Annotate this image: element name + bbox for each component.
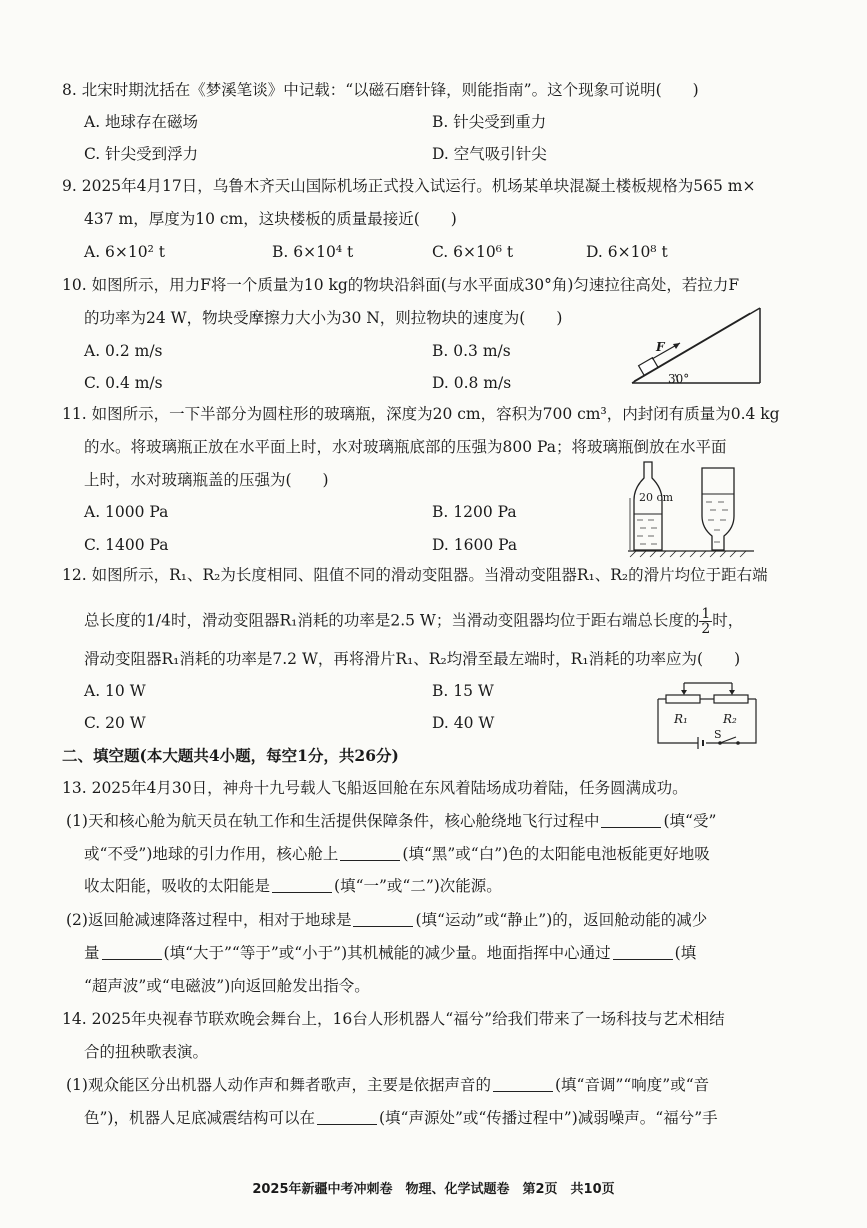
- answer-blank[interactable]: [493, 1075, 553, 1092]
- circuit-figure: [654, 679, 760, 749]
- q13-part2-text-b: (填“运动”或“静止”)的，返回舱动能的减少: [415, 911, 708, 929]
- q14-part1-text-a: (1)观众能区分出机器人动作声和舞者歌声，主要是依据声音的: [66, 1076, 491, 1094]
- q13-part1-text-a: (1)天和核心舱为航天员在轨工作和生活提供保障条件，核心舱绕地飞行过程中: [66, 812, 600, 830]
- q8-option-d: D. 空气吸引针尖: [432, 145, 547, 163]
- q13-part2-line2: [84, 942, 867, 964]
- q13-part2-line1: [66, 909, 867, 931]
- q14-part1-line1: [66, 1074, 867, 1096]
- incline-figure: [630, 303, 765, 388]
- answer-blank[interactable]: [102, 943, 162, 960]
- q11-stem-line1: 11. 如图所示，一下半部分为圆柱形的玻璃瓶，深度为20 cm，容积为700 cm³，内封闭有质量为0.4 kg: [62, 405, 780, 423]
- section-fill-blank-heading: 二、填空题(本大题共4小题，每空1分，共26分): [62, 746, 399, 765]
- q13-part1-text-e: 收太阳能，吸收的太阳能是: [84, 877, 271, 895]
- q12-stem-line1: 12. 如图所示，R₁、R₂为长度相同、阻值不同的滑动变阻器。当滑动变阻器R₁、R₂的滑片均位于距右端: [62, 566, 768, 584]
- q13-part1-text-c: 或“不受”)地球的引力作用，核心舱上: [84, 845, 339, 863]
- bottle-depth-label: 20 cm: [639, 491, 674, 504]
- q10-option-a: A. 0.2 m/s: [84, 342, 163, 360]
- q10-stem-line2: 的功率为24 W，物块受摩擦力大小为30 N，则拉物块的速度为( ): [84, 309, 563, 327]
- q8-option-a: A. 地球存在磁场: [84, 113, 199, 131]
- q13-part1-text-d: (填“黑”或“白”)色的太阳能电池板能更好地吸: [402, 845, 710, 863]
- q13-part2-text-d: (填“大于”“等于”或“小于”)其机械能的减少量。地面指挥中心通过: [163, 944, 611, 962]
- q9-option-c: C. 6×10⁶ t: [432, 243, 514, 261]
- answer-blank[interactable]: [317, 1108, 377, 1125]
- q10-stem-line1: 10. 如图所示，用力F将一个质量为10 kg的物块沿斜面(与水平面成30°角)匀速拉往高处，若拉力F: [62, 276, 740, 294]
- circuit-r1-label: R₁: [674, 712, 688, 726]
- q12-stem-line2: [84, 607, 867, 636]
- incline-angle-label: 30°: [668, 372, 690, 386]
- q14-part1-text-d: (填“声源处”或“传播过程中”)减弱噪声。“福兮”手: [378, 1109, 718, 1127]
- q13-part1-line3: [84, 875, 867, 897]
- answer-blank[interactable]: [353, 910, 413, 927]
- q11-option-a: A. 1000 Pa: [84, 503, 169, 521]
- fraction-numerator: 1: [701, 606, 711, 622]
- q14-part1-text-c: 色”)，机器人足底减震结构可以在: [84, 1109, 315, 1127]
- q9-stem-line2: 437 m，厚度为10 cm，这块楼板的质量最接近( ): [84, 210, 457, 228]
- q10-option-d: D. 0.8 m/s: [432, 374, 512, 392]
- q13-part1-text-b: (填“受”: [663, 812, 717, 830]
- q14-stem-line2: 合的扭秧歌表演。: [84, 1043, 209, 1061]
- q13-part2-line3: “超声波”或“电磁波”)向返回舱发出指令。: [84, 977, 370, 995]
- q12-stem-line2-text: 总长度的1/4时，滑动变阻器R₁消耗的功率是2.5 W；当滑动变阻器均位于距右端总长度的: [84, 611, 700, 630]
- incline-force-label: F: [656, 340, 665, 354]
- q13-part2-text-a: (2)返回舱减速降落过程中，相对于地球是: [66, 911, 352, 929]
- q12-option-a: A. 10 W: [84, 682, 146, 700]
- fraction-denominator: 2: [701, 621, 711, 637]
- bottle-figure: [626, 458, 756, 558]
- q9-option-d: D. 6×10⁸ t: [586, 243, 668, 261]
- q13-part2-text-c: 量: [84, 944, 100, 962]
- answer-blank[interactable]: [613, 943, 673, 960]
- q9-option-b: B. 6×10⁴ t: [272, 243, 354, 261]
- q13-stem: 13. 2025年4月30日，神舟十九号载人飞船返回舱在东风着陆场成功着陆，任务圆满成功。: [62, 779, 688, 797]
- q12-option-c: C. 20 W: [84, 714, 146, 732]
- circuit-switch-label: S: [714, 728, 722, 741]
- answer-blank[interactable]: [601, 811, 661, 828]
- q14-stem-line1: 14. 2025年央视春节联欢晚会舞台上，16台人形机器人“福兮”给我们带来了一场科技与艺术相结: [62, 1010, 725, 1028]
- q8-option-c: C. 针尖受到浮力: [84, 145, 199, 163]
- q14-part1-text-b: (填“音调”“响度”或“音: [554, 1076, 710, 1094]
- q11-option-c: C. 1400 Pa: [84, 536, 169, 554]
- q11-option-b: B. 1200 Pa: [432, 503, 517, 521]
- circuit-r2-label: R₂: [723, 712, 737, 726]
- q12-stem-line2-tail: 时，: [712, 611, 744, 630]
- q13-part1-line2: [84, 843, 867, 865]
- q9-stem-line1: 9. 2025年4月17日，乌鲁木齐天山国际机场正式投入试运行。机场某单块混凝土楼板规格为565 m×: [62, 177, 756, 195]
- q10-option-c: C. 0.4 m/s: [84, 374, 163, 392]
- q13-part1-line1: [66, 810, 867, 832]
- answer-blank[interactable]: [272, 876, 332, 893]
- q8-option-b: B. 针尖受到重力: [432, 113, 547, 131]
- q8-stem: 8. 北宋时期沈括在《梦溪笔谈》中记载：“以磁石磨针锋，则能指南”。这个现象可说明( ): [62, 81, 699, 99]
- q13-part1-text-f: (填“一”或“二”)次能源。: [334, 877, 502, 895]
- q11-option-d: D. 1600 Pa: [432, 536, 518, 554]
- q12-stem-line3: 滑动变阻器R₁消耗的功率是7.2 W，再将滑片R₁、R₂均滑至最左端时，R₁消耗的功率应为( ): [84, 650, 741, 668]
- q9-option-a: A. 6×10² t: [84, 243, 165, 261]
- q12-option-d: D. 40 W: [432, 714, 495, 732]
- q14-part1-line2: [84, 1107, 867, 1129]
- page-footer: 2025年新疆中考冲刺卷 物理、化学试题卷 第2页 共10页: [252, 1182, 615, 1197]
- fraction-one-half: [699, 607, 712, 636]
- q13-part2-text-e: (填: [674, 944, 697, 962]
- q12-option-b: B. 15 W: [432, 682, 494, 700]
- q11-stem-line2: 的水。将玻璃瓶正放在水平面上时，水对玻璃瓶底部的压强为800 Pa；将玻璃瓶倒放在水平面: [84, 438, 727, 456]
- answer-blank[interactable]: [340, 844, 400, 861]
- q10-option-b: B. 0.3 m/s: [432, 342, 511, 360]
- q11-stem-line3: 上时，水对玻璃瓶盖的压强为( ): [84, 471, 329, 489]
